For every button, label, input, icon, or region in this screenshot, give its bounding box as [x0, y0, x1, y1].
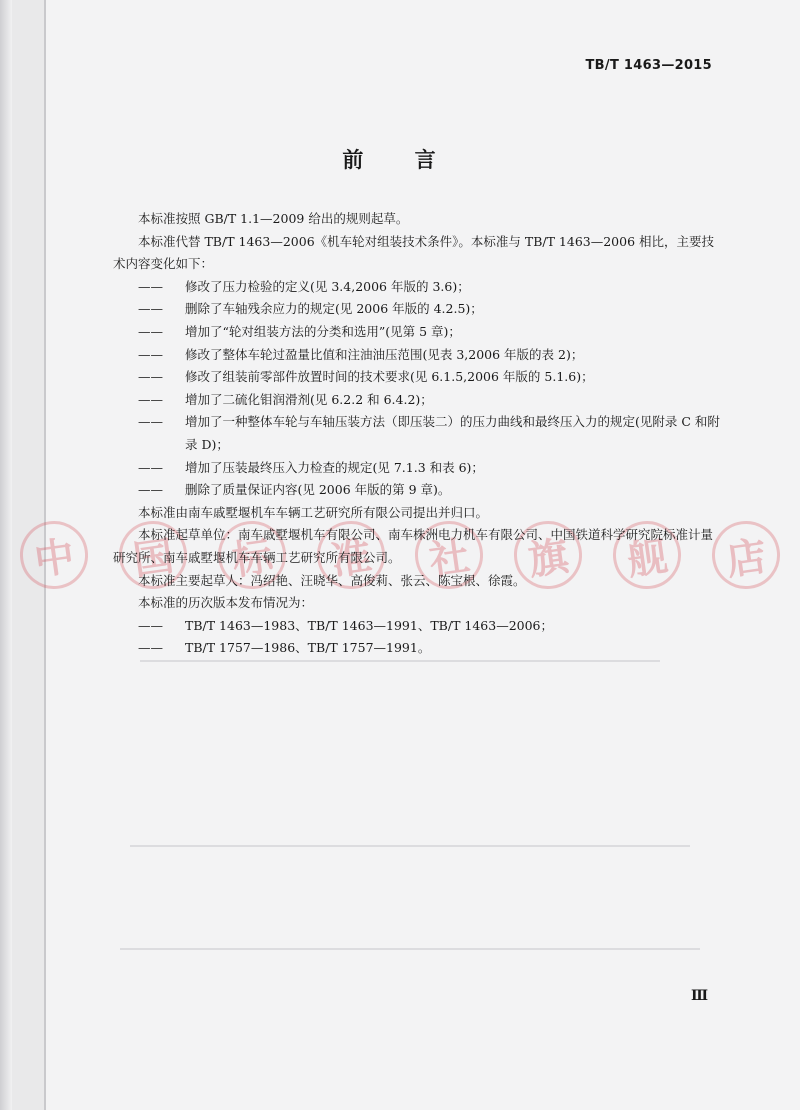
- watermark-char: 准: [312, 517, 389, 594]
- watermark-char: 社: [411, 517, 488, 594]
- change-item: [138, 457, 725, 480]
- bleed-through-line: [120, 948, 700, 950]
- dash: ——: [138, 459, 163, 475]
- bleed-through-line: [130, 845, 690, 847]
- paragraph-drafters: 本标准主要起草人：冯绍艳、汪晓华、高俊莉、张云、陈宝根、徐霞。: [138, 572, 526, 588]
- dash: ——: [138, 301, 163, 317]
- dash: ——: [138, 278, 163, 294]
- change-item: [138, 321, 725, 344]
- history-text: TB/T 1757—1986、TB/T 1757—1991。: [185, 640, 431, 656]
- change-item: [138, 411, 725, 456]
- watermark-char: 中: [16, 517, 93, 594]
- foreword-body: [113, 208, 725, 660]
- watermark-char: 舰: [609, 517, 686, 594]
- paragraph-proposer: 本标准由南车戚墅堰机车车辆工艺研究所有限公司提出并归口。: [138, 504, 489, 520]
- change-item: [138, 298, 725, 321]
- history-text: TB/T 1463—1983、TB/T 1463—1991、TB/T 1463—2006；: [185, 617, 554, 633]
- change-item: [138, 389, 725, 412]
- paragraph-replacement: 本标准代替 TB/T 1463—2006《机车轮对组装技术条件》。本标准与 TB/T 1463—2006 相比，主要技术内容变化如下：: [113, 233, 715, 272]
- watermark-char: 旗: [510, 517, 587, 594]
- dash: ——: [138, 617, 163, 633]
- dash: ——: [138, 391, 163, 407]
- dash: ——: [138, 640, 163, 656]
- dash: ——: [138, 414, 163, 430]
- change-item: [138, 276, 725, 299]
- change-text: 删除了车轴残余应力的规定(见 2006 年版的 4.2.5)；: [185, 301, 483, 317]
- history-item: [138, 615, 725, 638]
- paragraph-history-intro: 本标准的历次版本发布情况为：: [138, 595, 314, 611]
- dash: ——: [138, 346, 163, 362]
- change-text: 增加了二硫化钼润滑剂(见 6.2.2 和 6.4.2)；: [185, 391, 433, 407]
- dash: ——: [138, 369, 163, 385]
- change-text: 增加了“轮对组装方法的分类和选用”(见第 5 章)；: [185, 323, 461, 339]
- change-item: [138, 366, 725, 389]
- change-text: 修改了组装前零部件放置时间的技术要求(见 6.1.5,2006 年版的 5.1.6)；: [185, 369, 594, 385]
- watermark-char: 国: [114, 517, 191, 594]
- page-title: 前 言: [342, 148, 458, 172]
- change-item: [138, 479, 725, 502]
- change-text: 修改了整体车轮过盈量比值和注油油压范围(见表 3,2006 年版的表 2)；: [185, 346, 584, 362]
- watermark-char: 标: [213, 517, 290, 594]
- change-item: [138, 344, 725, 367]
- bleed-through-line: [140, 660, 660, 662]
- dash: ——: [138, 323, 163, 339]
- history-item: [138, 637, 725, 660]
- page-number: Ⅲ: [690, 988, 708, 1004]
- change-text: 修改了压力检验的定义(见 3.4,2006 年版的 3.6)；: [185, 278, 470, 294]
- standard-code: TB/T 1463—2015: [585, 58, 712, 73]
- change-text: 增加了压装最终压入力检查的规定(见 7.1.3 和表 6)；: [185, 459, 484, 475]
- change-text: 增加了一种整体车轮与车轴压装方法（即压装二）的压力曲线和最终压入力的规定(见附录 C 和附录 D)；: [185, 414, 720, 452]
- dash: ——: [138, 482, 163, 498]
- paragraph-drafting-units: 本标准起草单位：南车戚墅堰机车有限公司、南车株洲电力机车有限公司、中国铁道科学研究院标准计量研究所、南车戚墅堰机车车辆工艺研究所有限公司。: [113, 527, 714, 565]
- paragraph-drafting-rules: 本标准按照 GB/T 1.1—2009 给出的规则起草。: [138, 211, 409, 226]
- watermark-char: 店: [708, 517, 785, 594]
- change-text: 删除了质量保证内容(见 2006 年版的第 9 章)。: [185, 482, 451, 498]
